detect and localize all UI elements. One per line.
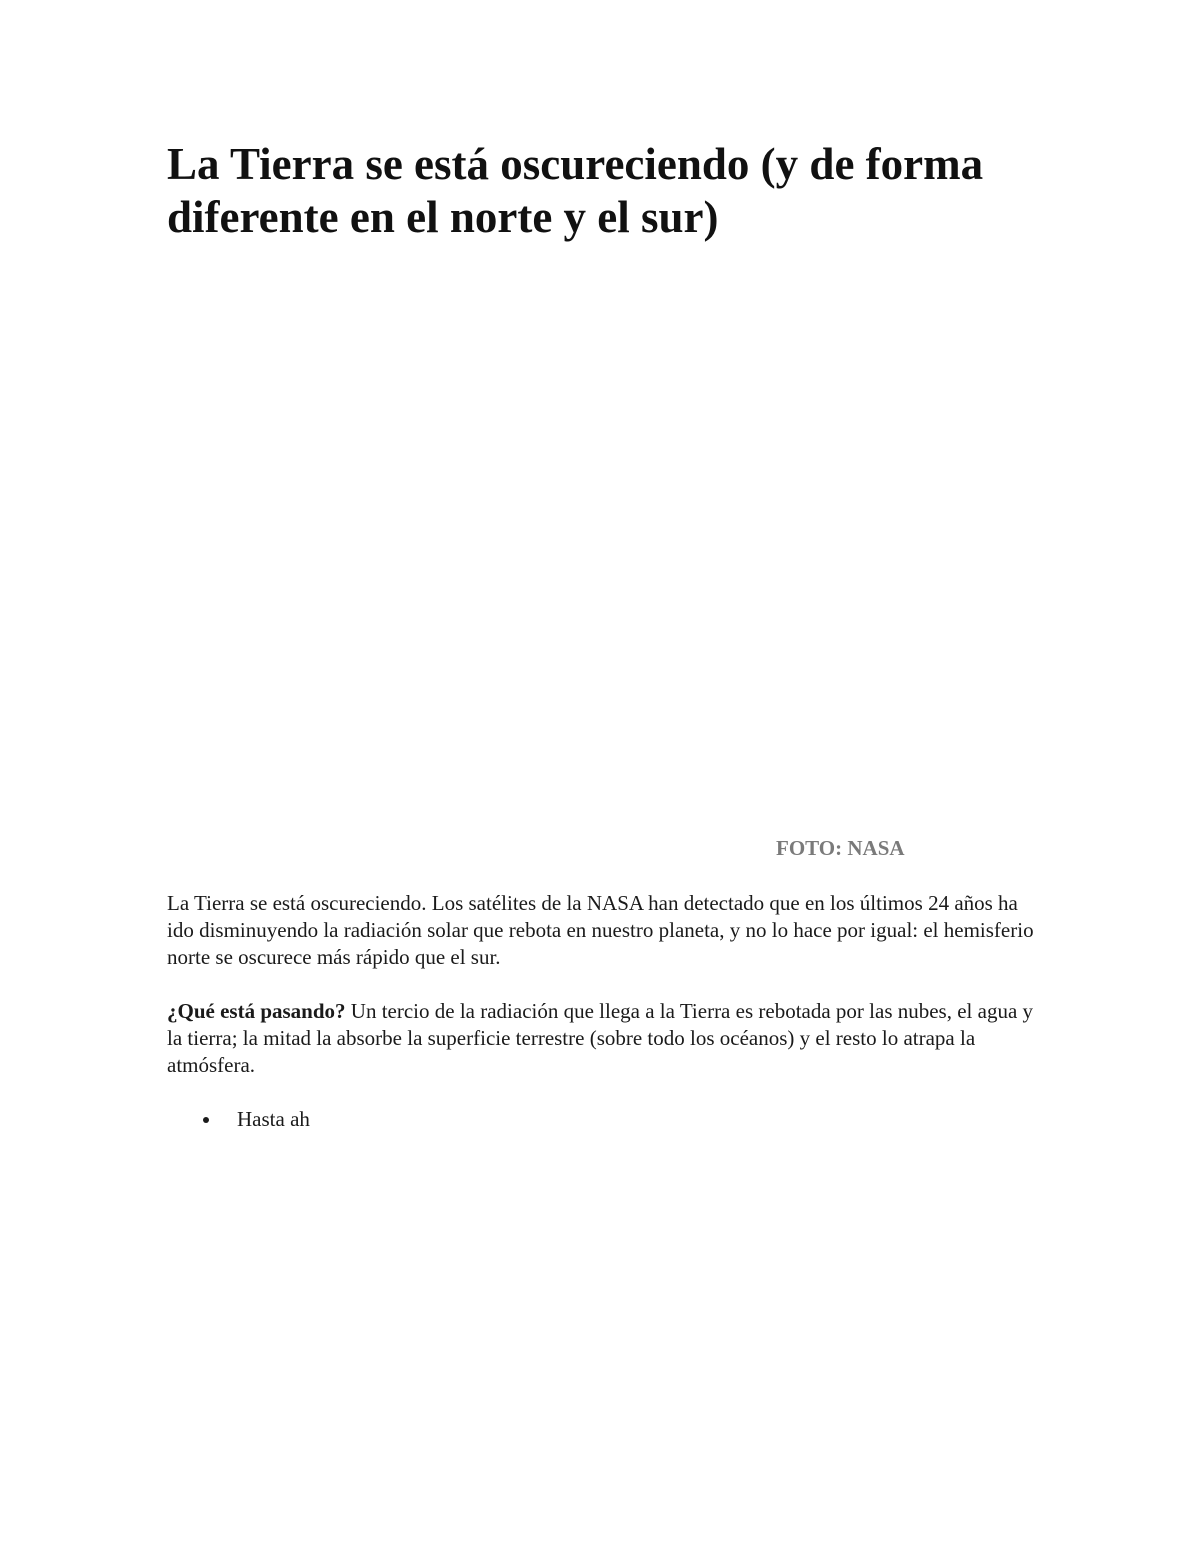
bullet-icon xyxy=(203,1117,209,1123)
article-paragraph-intro: La Tierra se está oscureciendo. Los satélites de la NASA han detectado que en los últimos 24 años ha ido disminuyendo la radiación solar que rebota en nuestro planeta, y no lo hace por igual: el hemisferio norte se oscurece más rápido que el sur. xyxy=(167,891,1034,969)
list-item-text: Hasta ah xyxy=(237,1107,310,1131)
article-image-placeholder xyxy=(167,280,1027,820)
photo-credit: FOTO: NASA xyxy=(776,836,905,860)
article-paragraph-explanation xyxy=(167,998,1037,1079)
paragraph-lead-question: ¿Qué está pasando? xyxy=(167,999,346,1023)
article-title: La Tierra se está oscureciendo (y de forma diferente en el norte y el sur) xyxy=(167,139,984,242)
list-item xyxy=(167,1106,1037,1133)
bullet-list xyxy=(167,1106,1037,1133)
paragraph-body: Un tercio de la radiación que llega a la Tierra es rebotada por las nubes, el agua y la tierra; la mitad la absorbe la superficie terrestre (sobre todo los océanos) y el resto lo atrapa la atmósfera. xyxy=(167,999,1034,1077)
